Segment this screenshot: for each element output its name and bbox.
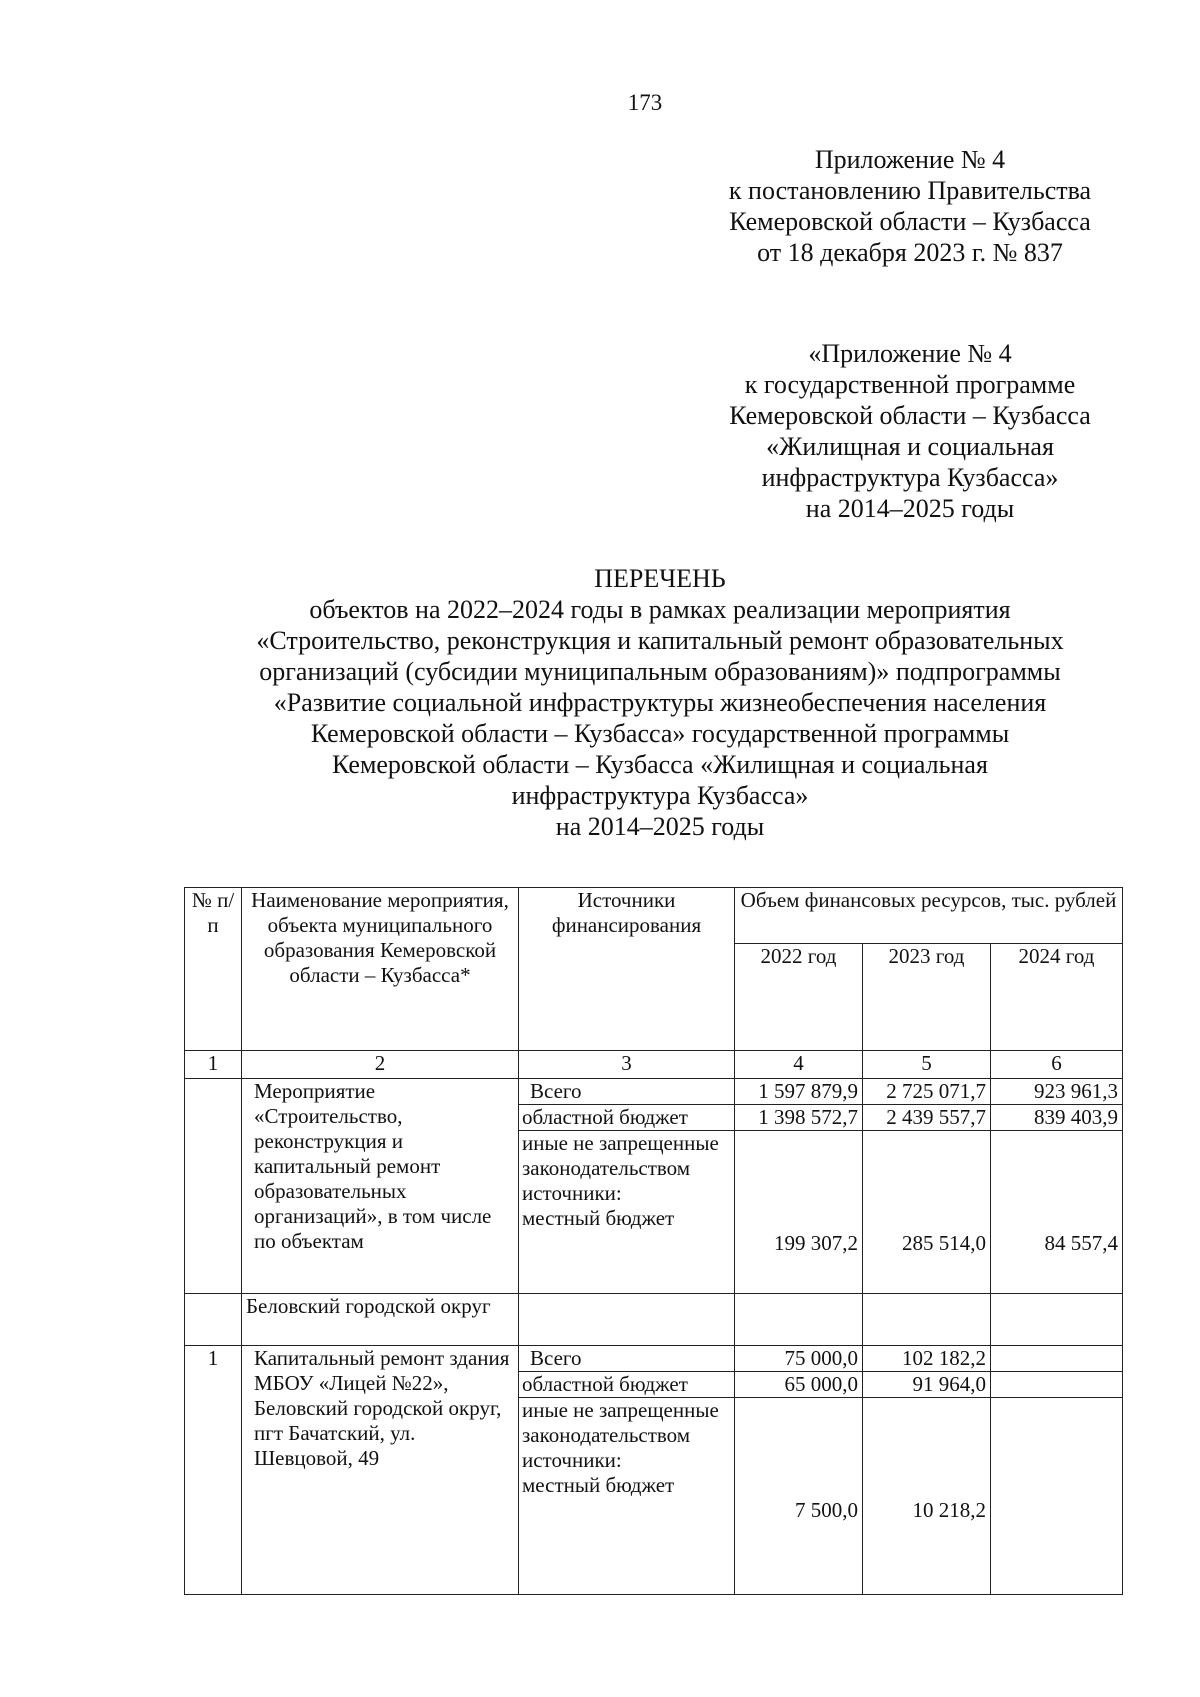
object-1-num: 1 xyxy=(185,1346,242,1595)
column-number: 3 xyxy=(519,1051,735,1079)
appendix-program-line: инфраструктура Кузбасса» xyxy=(761,463,1059,492)
object-1-total-2023: 102 182,2 xyxy=(863,1346,991,1372)
header-num: № п/п xyxy=(185,888,242,1051)
header-year-2024: 2024 год xyxy=(991,944,1123,1051)
object-1-source-local-cell xyxy=(519,1398,735,1595)
title-line: «Строительство, реконструкция и капитальный ремонт образовательных xyxy=(256,626,1064,655)
appendix-decree-line: Кемеровской области – Кузбасса xyxy=(729,207,1091,236)
event-regional-2023: 2 439 557,7 xyxy=(863,1105,991,1131)
district-empty-cell xyxy=(863,1294,991,1346)
column-number: 5 xyxy=(863,1051,991,1079)
district-name: Беловский городской округ xyxy=(242,1294,519,1346)
event-num-cell xyxy=(185,1079,242,1294)
object-1-source-total: Всего xyxy=(519,1346,735,1372)
title-line: Кемеровской области – Кузбасса «Жилищная и социальная xyxy=(332,750,988,779)
title-heading: ПЕРЕЧЕНЬ xyxy=(594,564,726,593)
header-sources: Источники финансирования xyxy=(519,888,735,1051)
object-1-local-2024 xyxy=(991,1398,1123,1595)
title-line: объектов на 2022–2024 годы в рамках реализации мероприятия xyxy=(309,595,1011,624)
object-1-regional-2023: 91 964,0 xyxy=(863,1372,991,1398)
event-name: Мероприятие «Строительство, реконструкция и капитальный ремонт образовательных организаций», в том числе по объектам xyxy=(242,1079,519,1294)
district-empty-cell xyxy=(519,1294,735,1346)
event-total-2024: 923 961,3 xyxy=(991,1079,1123,1105)
appendix-program-line: к государственной программе xyxy=(744,370,1076,399)
appendix-decree-block xyxy=(700,144,1120,268)
object-1-name: Капитальный ремонт здания МБОУ «Лицей №22», Беловский городской округ, пгт Бачатский, ул. Шевцовой, 49 xyxy=(242,1346,519,1595)
event-total-2023: 2 725 071,7 xyxy=(863,1079,991,1105)
appendix-program-line: «Жилищная и социальная xyxy=(766,432,1054,461)
column-number: 2 xyxy=(242,1051,519,1079)
title-line: Кемеровской области – Кузбасса» государственной программы xyxy=(310,719,1010,748)
object-1-source-local: местный бюджет xyxy=(522,1473,675,1497)
appendix-program-line: Кемеровской области – Кузбасса xyxy=(729,401,1091,430)
district-empty-cell xyxy=(735,1294,863,1346)
event-local-2023: 285 514,0 xyxy=(863,1131,991,1294)
header-name: Наименование мероприятия, объекта муниципального образования Кемеровской области – Кузбасса* xyxy=(242,888,519,1051)
appendix-decree-line: Приложение № 4 xyxy=(814,145,1006,174)
event-source-total: Всего xyxy=(519,1079,735,1105)
appendix-program-line: на 2014–2025 годы xyxy=(805,494,1015,523)
header-finance: Объем финансовых ресурсов, тыс. рублей xyxy=(735,888,1123,944)
header-year-2023: 2023 год xyxy=(863,944,991,1051)
page-number: 173 xyxy=(627,90,663,115)
appendix-decree-line: к постановлению Правительства xyxy=(728,176,1092,205)
column-number: 4 xyxy=(735,1051,863,1079)
title-line: на 2014–2025 годы xyxy=(555,812,765,841)
title-line: организаций (субсидии муниципальным образованиям)» подпрограммы xyxy=(259,657,1061,686)
object-1-regional-2022: 65 000,0 xyxy=(735,1372,863,1398)
event-regional-2024: 839 403,9 xyxy=(991,1105,1123,1131)
event-local-2024: 84 557,4 xyxy=(991,1131,1123,1294)
event-local-2022: 199 307,2 xyxy=(735,1131,863,1294)
object-1-local-2022: 7 500,0 xyxy=(735,1398,863,1595)
event-source-local: местный бюджет xyxy=(522,1206,675,1230)
title-line: «Развитие социальной инфраструктуры жизнеобеспечения населения xyxy=(273,688,1047,717)
object-1-total-2022: 75 000,0 xyxy=(735,1346,863,1372)
object-1-regional-2024 xyxy=(991,1372,1123,1398)
appendix-program-line: «Приложение № 4 xyxy=(808,339,1012,368)
header-year-2022: 2022 год xyxy=(735,944,863,1051)
event-source-other: иные не запрещенные законодательством источники: xyxy=(522,1131,719,1205)
column-number: 1 xyxy=(185,1051,242,1079)
appendix-program-block xyxy=(700,338,1120,524)
event-regional-2022: 1 398 572,7 xyxy=(735,1105,863,1131)
district-empty-cell xyxy=(991,1294,1123,1346)
object-1-local-2023: 10 218,2 xyxy=(863,1398,991,1595)
event-source-regional: областной бюджет xyxy=(519,1105,735,1131)
document-title xyxy=(180,563,1140,842)
object-1-source-regional: областной бюджет xyxy=(519,1372,735,1398)
event-total-2022: 1 597 879,9 xyxy=(735,1079,863,1105)
column-number: 6 xyxy=(991,1051,1123,1079)
object-1-total-2024 xyxy=(991,1346,1123,1372)
objects-table xyxy=(184,887,1123,1595)
object-1-source-other: иные не запрещенные законодательством источники: xyxy=(522,1398,719,1472)
title-line: инфраструктура Кузбасса» xyxy=(511,781,809,810)
district-num-cell xyxy=(185,1294,242,1346)
event-source-local-cell xyxy=(519,1131,735,1294)
appendix-decree-line: от 18 декабря 2023 г. № 837 xyxy=(757,238,1063,267)
